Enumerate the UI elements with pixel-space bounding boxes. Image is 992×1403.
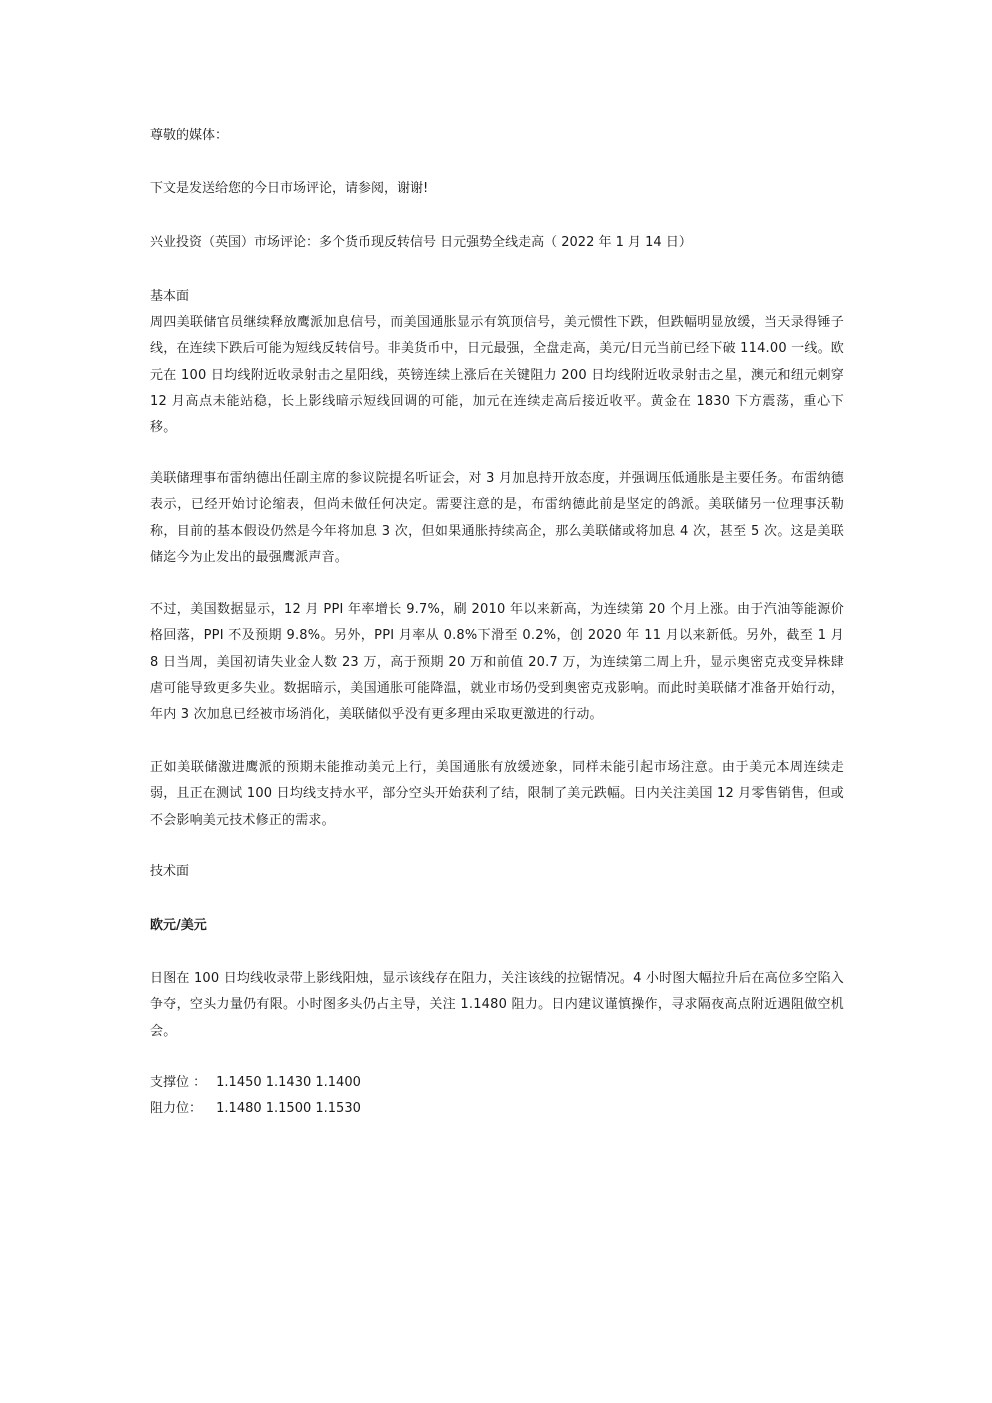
technical-analysis-text: 日图在 100 日均线收录带上影线阳烛，显示该线存在阻力，关注该线的拉锯情况。4 小时图大幅拉升后在高位多空陷入争夺，空头力量仍有限。小时图多头仍占主导，关注 1.1480 阻力。日内建议谨慎操作，寻求隔夜高点附近遇阻做空机会。: [150, 971, 844, 1039]
technicals-heading: 技术面: [150, 864, 190, 879]
support-values: 1.1450 1.1430 1.1400: [216, 1075, 361, 1090]
paragraph-fed-signals: 周四美联储官员继续释放鹰派加息信号，而美国通胀显示有筑顶信号，美元惯性下跌，但跌幅明显放缓，当天录得锤子线，在连续下跌后可能为短线反转信号。非美货币中，日元最强，全盘走高，美元/日元当前已经下破 114.00 一线。欧元在 100 日均线附近收录射击之星阳线，英镑连续上涨后在关键阻力 200 日均线附近收录射击之星，澳元和纽元刺穿 12 月高点未能站稳，长上影线暗示短线回调的可能，加元在连续走高后接近收平。黄金在 1830 下方震荡，重心下移。: [150, 315, 844, 436]
pair-heading-eurusd: 欧元/美元: [150, 918, 207, 933]
greeting: 尊敬的媒体：: [150, 128, 229, 143]
support-label: 支撑位 ：: [150, 1075, 207, 1090]
support-levels: [150, 1070, 361, 1096]
resistance-values: 1.1480 1.1500 1.1530: [216, 1101, 361, 1116]
intro-text: 下文是发送给您的今日市场评论，请参阅，谢谢!: [150, 181, 429, 196]
paragraph-dollar-outlook: 正如美联储激进鹰派的预期未能推动美元上行，美国通胀有放缓迹象，同样未能引起市场注意。由于美元本周连续走弱，且正在测试 100 日均线支持水平，部分空头开始获利了结，限制了美元跌幅。日内关注美国 12 月零售销售，但或不会影响美元技术修正的需求。: [150, 760, 844, 828]
resistance-levels: [150, 1096, 361, 1122]
paragraph-ppi-data: 不过，美国数据显示，12 月 PPI 年率增长 9.7%，刷 2010 年以来新高，为连续第 20 个月上涨。由于汽油等能源价格回落，PPI 不及预期 9.8%。另外，PPI 月率从 0.8%下滑至 0.2%，创 2020 年 11 月以来新低。另外，截至 1 月 8 日当周，美国初请失业金人数 23 万，高于预期 20 万和前值 20.7 万，为连续第二周上升，显示奥密克戎变异株肆虐可能导致更多失业。数据暗示，美国通胀可能降温，就业市场仍受到奥密克戎影响。而此时美联储才准备开始行动，年内 3 次加息已经被市场消化，美联储似乎没有更多理由采取更激进的行动。: [150, 602, 844, 723]
resistance-label: 阻力位：: [150, 1101, 203, 1116]
fundamentals-heading: 基本面: [150, 289, 190, 304]
document-title: 兴业投资（英国）市场评论：多个货币现反转信号 日元强势全线走高（ 2022 年 1 月 14 日）: [150, 235, 692, 250]
paragraph-brainard-hearing: 美联储理事布雷纳德出任副主席的参议院提名听证会，对 3 月加息持开放态度，并强调压低通胀是主要任务。布雷纳德表示，已经开始讨论缩表，但尚未做任何决定。需要注意的是，布雷纳德此前是坚定的鸽派。美联储另一位理事沃勒称，目前的基本假设仍然是今年将加息 3 次，但如果通胀持续高企，那么美联储或将加息 4 次，甚至 5 次。这是美联储迄今为止发出的最强鹰派声音。: [150, 471, 844, 565]
